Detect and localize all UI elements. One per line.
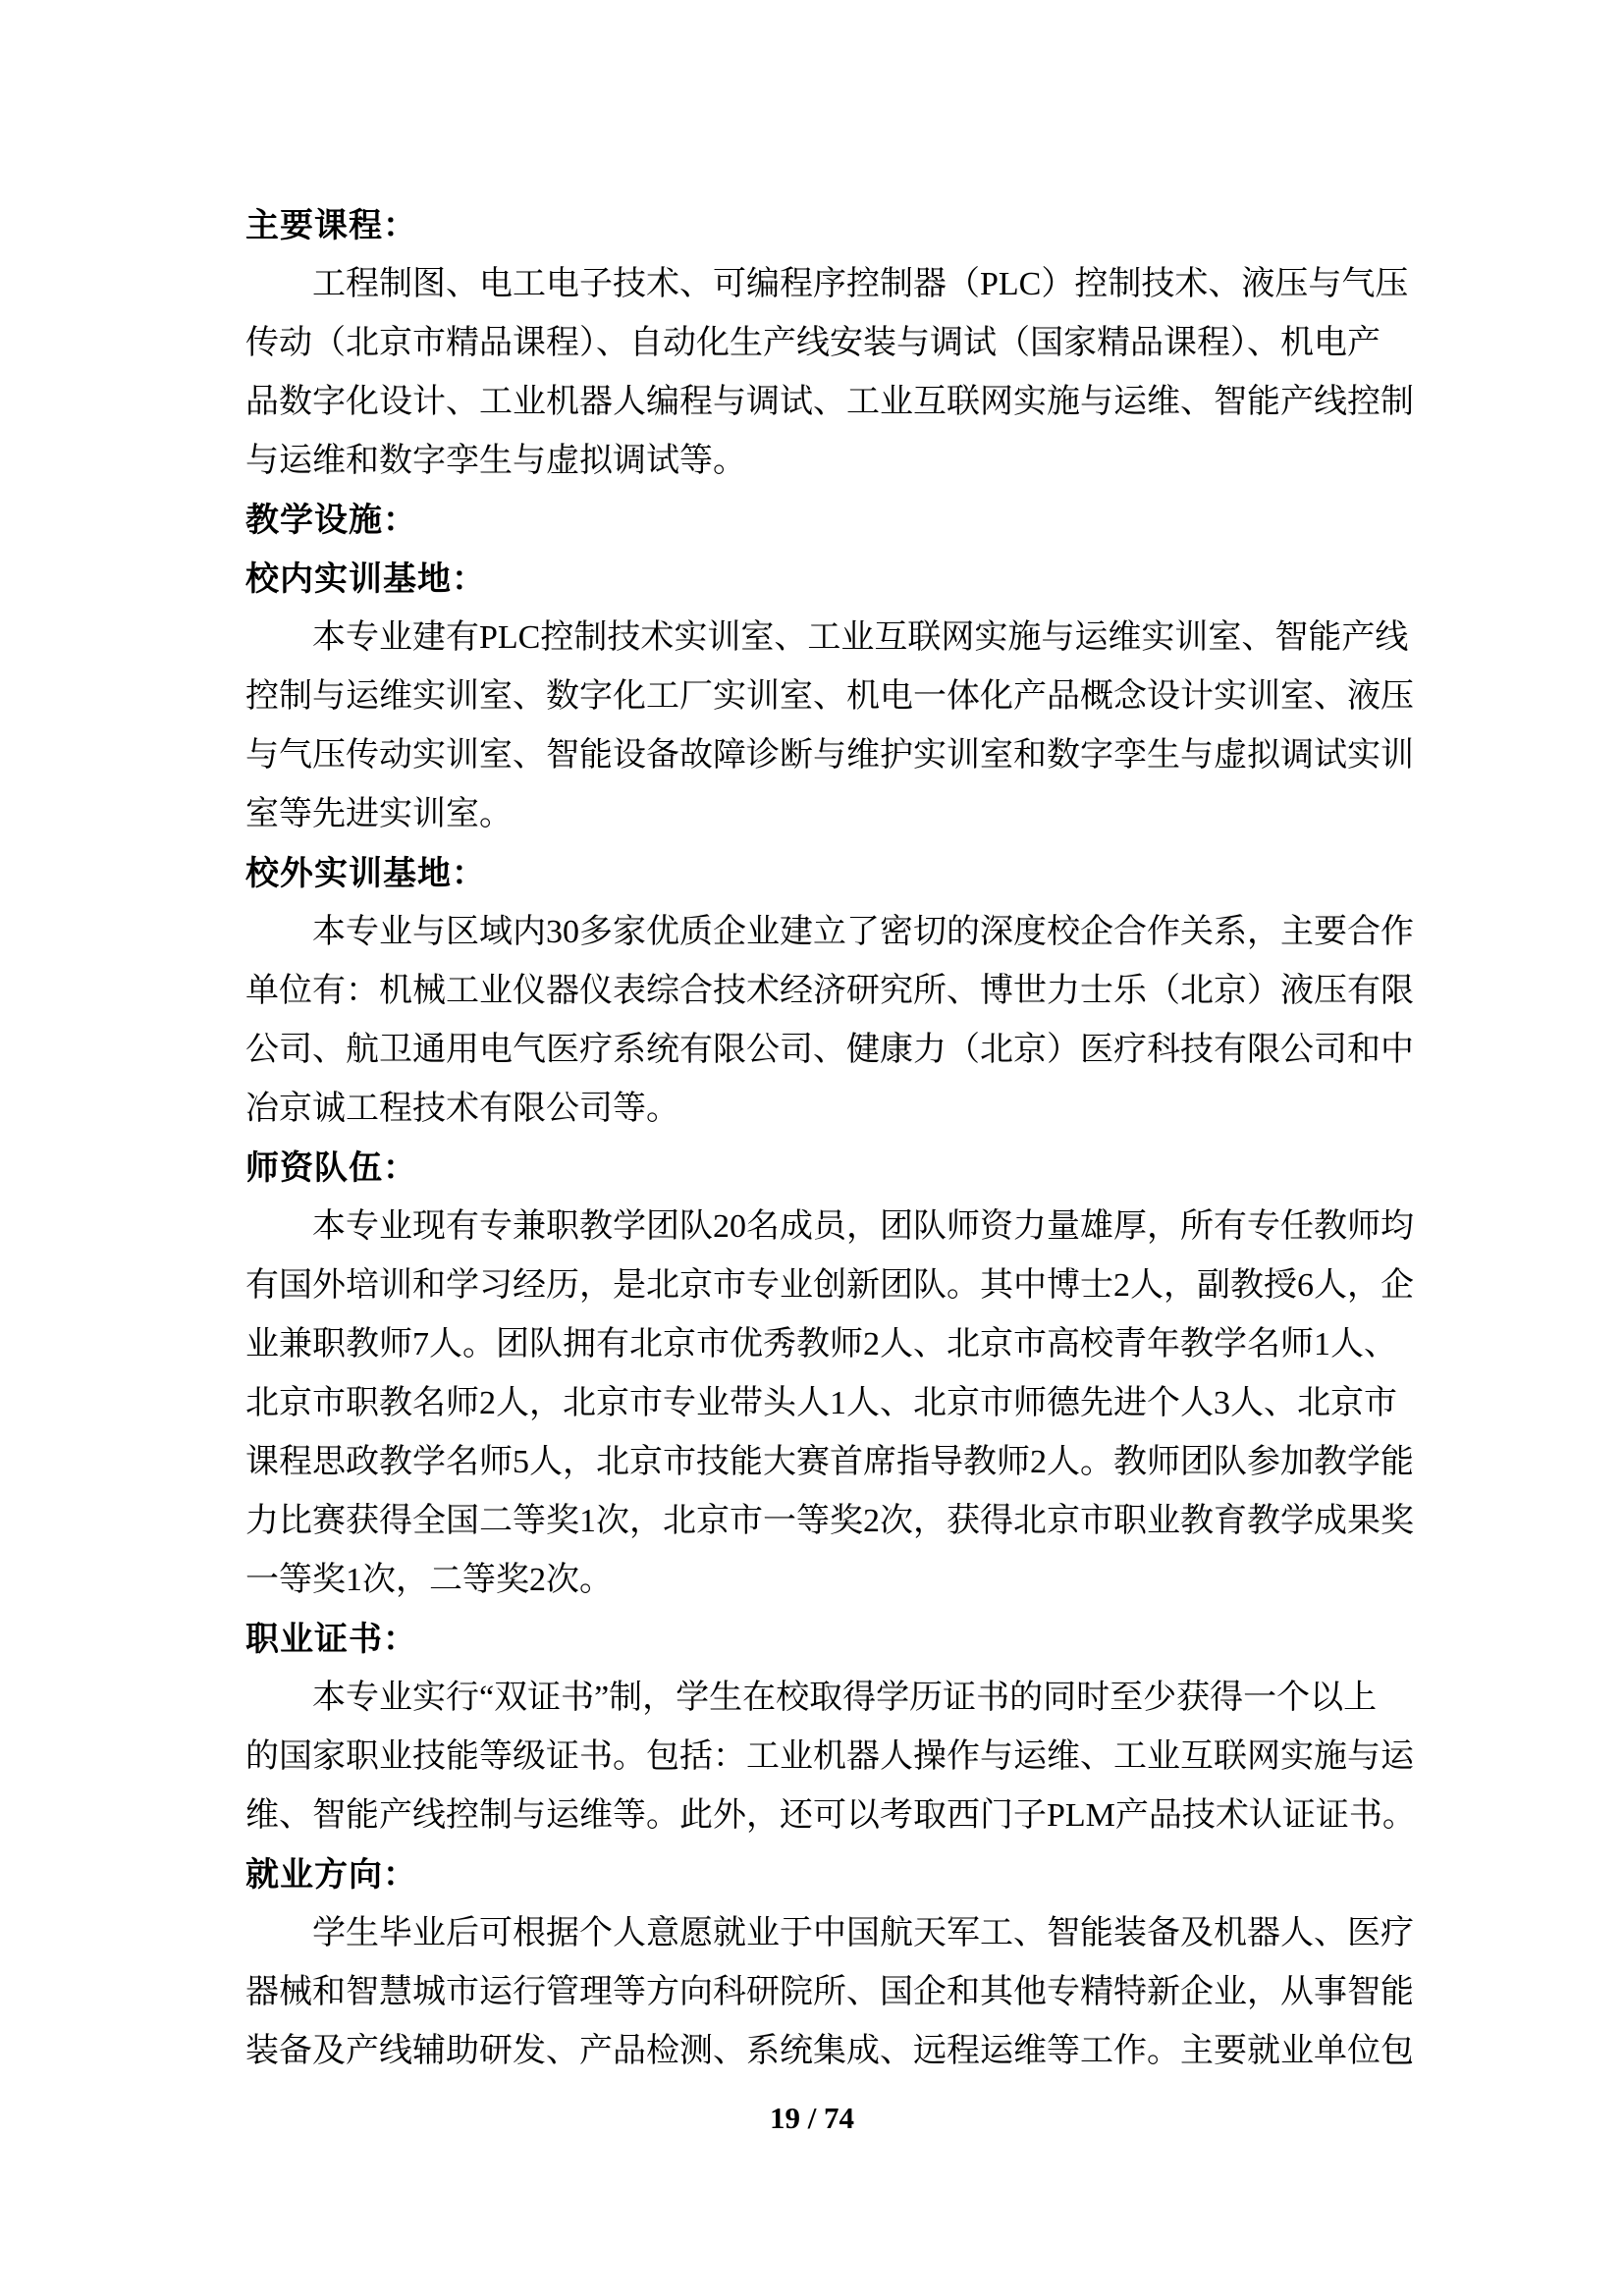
section-heading: 师资队伍： — [245, 1149, 417, 1187]
paragraph-line: 业兼职教师7人。团队拥有北京市优秀教师2人、北京市高校青年教学名师1人、 — [245, 1326, 1397, 1362]
page-number: 19 / 74 — [769, 2101, 855, 2135]
paragraph-line: 公司、航卫通用电气医疗系统有限公司、健康力（北京）医疗科技有限公司和中 — [245, 1032, 1414, 1068]
paragraph-line: 器械和智慧城市运行管理等方向科研院所、国企和其他专精特新企业，从事智能 — [245, 1974, 1414, 2010]
paragraph-line: 学生毕业后可根据个人意愿就业于中国航天军工、智能装备及机器人、医疗 — [312, 1915, 1414, 1951]
paragraph-line: 一等奖1次，二等奖2次。 — [245, 1562, 613, 1598]
paragraph-line: 北京市职教名师2人，北京市专业带头人1人、北京市师德先进个人3人、北京市 — [245, 1385, 1397, 1421]
paragraph-line: 的国家职业技能等级证书。包括：工业机器人操作与运维、工业互联网实施与运 — [245, 1738, 1414, 1775]
section-heading: 就业方向： — [245, 1856, 417, 1894]
paragraph-line: 室等先进实训室。 — [245, 796, 513, 832]
paragraph-line: 工程制图、电工电子技术、可编程序控制器（PLC）控制技术、液压与气压 — [312, 266, 1409, 302]
paragraph-line: 传动（北京市精品课程）、自动化生产线安装与调试（国家精品课程）、机电产 — [245, 325, 1380, 361]
document-content — [245, 196, 1416, 2081]
paragraph-line: 本专业实行“双证书”制，学生在校取得学历证书的同时至少获得一个以上 — [312, 1680, 1378, 1716]
paragraph-line: 本专业现有专兼职教学团队20名成员，团队师资力量雄厚，所有专任教师均 — [312, 1208, 1414, 1245]
paragraph-line: 单位有：机械工业仪器仪表综合技术经济研究所、博世力士乐（北京）液压有限 — [245, 973, 1414, 1009]
paragraph-line: 本专业与区域内30多家优质企业建立了密切的深度校企合作关系，主要合作 — [312, 914, 1414, 950]
paragraph-line: 冶京诚工程技术有限公司等。 — [245, 1091, 679, 1127]
paragraph-line: 课程思政教学名师5人，北京市技能大赛首席指导教师2人。教师团队参加教学能 — [245, 1444, 1414, 1480]
paragraph-line: 本专业建有PLC控制技术实训室、工业互联网实施与运维实训室、智能产线 — [312, 619, 1409, 656]
paragraph-line: 维、智能产线控制与运维等。此外，还可以考取西门子PLM产品技术认证证书。 — [245, 1797, 1416, 1834]
section-heading: 校内实训基地： — [245, 561, 486, 598]
paragraph-line: 有国外培训和学习经历，是北京市专业创新团队。其中博士2人，副教授6人，企 — [245, 1267, 1414, 1304]
paragraph-line: 力比赛获得全国二等奖1次，北京市一等奖2次，获得北京市职业教育教学成果奖 — [245, 1503, 1414, 1539]
paragraph-line: 与运维和数字孪生与虚拟调试等。 — [245, 443, 746, 479]
paragraph-line: 控制与运维实训室、数字化工厂实训室、机电一体化产品概念设计实训室、液压 — [245, 678, 1414, 715]
paragraph-line: 品数字化设计、工业机器人编程与调试、工业互联网实施与运维、智能产线控制 — [245, 384, 1414, 420]
section-heading: 教学设施： — [245, 502, 417, 539]
paragraph-line: 与气压传动实训室、智能设备故障诊断与维护实训室和数字孪生与虚拟调试实训 — [245, 737, 1414, 774]
section-heading: 主要课程： — [245, 207, 417, 244]
section-heading: 校外实训基地： — [245, 855, 486, 892]
paragraph-line: 装备及产线辅助研发、产品检测、系统集成、远程运维等工作。主要就业单位包 — [245, 2033, 1414, 2069]
section-heading: 职业证书： — [245, 1621, 417, 1658]
